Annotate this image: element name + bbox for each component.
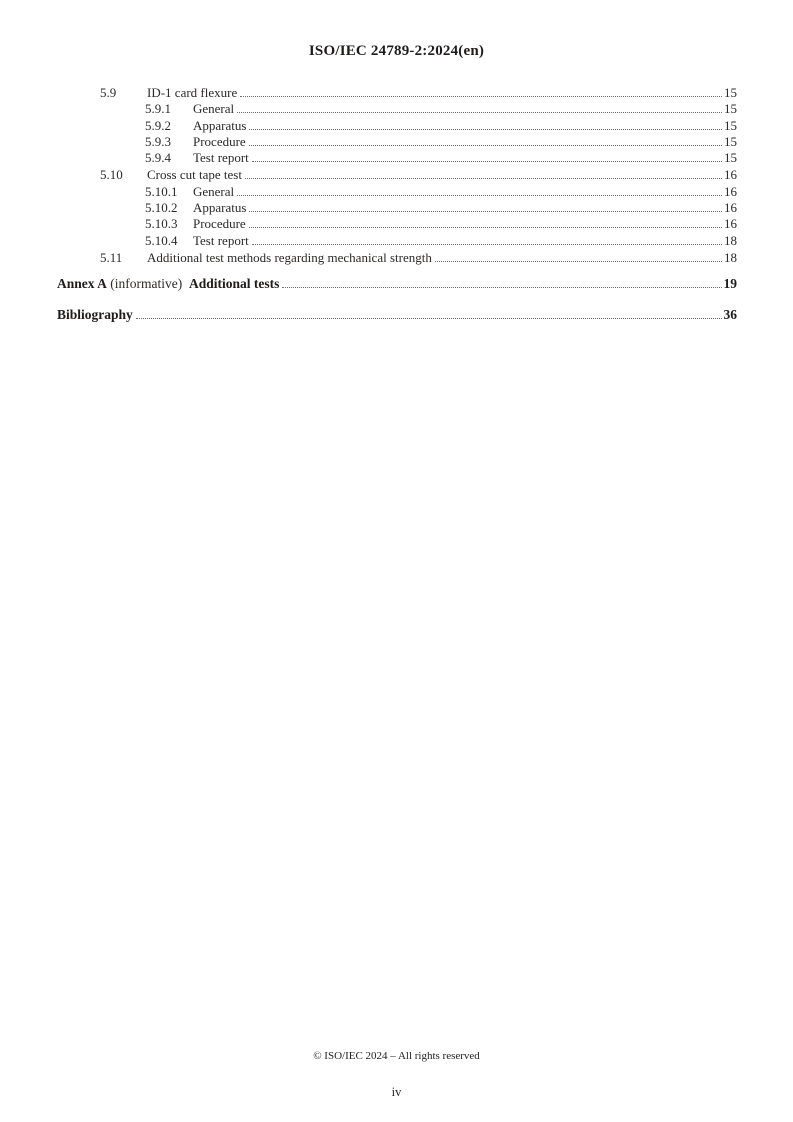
entry-title	[193, 150, 249, 166]
entry-title	[193, 184, 234, 200]
entry-number: 5.9.4	[145, 150, 171, 166]
entry-title-segment: General	[193, 183, 235, 199]
leader-dots	[240, 96, 722, 97]
toc-entry[interactable]	[57, 184, 737, 200]
page-header	[0, 43, 793, 60]
toc-entry[interactable]	[57, 200, 737, 216]
document-title: ISO/IEC 24789-2:2024(en)	[308, 43, 485, 59]
entry-page: 15	[724, 150, 737, 166]
entry-title	[147, 167, 242, 183]
toc-entry[interactable]	[57, 150, 737, 166]
entry-number: 5.10.1	[145, 183, 178, 199]
toc-entry[interactable]	[57, 134, 737, 150]
toc-entry[interactable]	[57, 275, 737, 292]
entry-title-segment: Additional tests	[189, 276, 280, 292]
leader-dots	[249, 227, 722, 228]
leader-dots	[136, 318, 722, 319]
leader-dots	[252, 161, 722, 162]
entry-title-segment: Cross cut tape test	[147, 167, 242, 183]
leader-dots	[245, 178, 722, 179]
entry-number: 5.10.4	[145, 232, 178, 248]
entry-page: 16	[724, 167, 737, 183]
entry-title	[193, 216, 246, 232]
table-of-contents	[57, 84, 737, 323]
entry-title-segment: Bibliography	[57, 307, 133, 323]
entry-title	[193, 200, 246, 216]
entry-title	[193, 134, 246, 150]
leader-dots	[237, 112, 722, 113]
entry-title-segment: Test report	[193, 150, 249, 166]
entry-page: 16	[724, 216, 737, 232]
entry-number: 5.10.2	[145, 200, 178, 216]
entry-title-segment: Procedure	[193, 133, 246, 149]
entry-page: 15	[724, 101, 737, 117]
entry-number: 5.9.1	[145, 101, 171, 117]
entry-page: 15	[724, 117, 737, 133]
entry-title	[193, 118, 246, 134]
entry-title-segment: Annex A	[57, 276, 107, 292]
entry-title	[193, 101, 234, 117]
entry-title	[57, 275, 279, 292]
toc-entry[interactable]	[57, 118, 737, 134]
entry-page: 16	[724, 200, 737, 216]
entry-number: 5.10.3	[145, 216, 178, 232]
entry-title-segment: (informative)	[106, 276, 189, 292]
entry-number: 5.10	[100, 167, 123, 183]
entry-title	[147, 85, 237, 101]
footer-page-number: iv	[391, 1085, 402, 1099]
entry-page: 16	[724, 183, 737, 199]
entry-title-segment: Apparatus	[193, 117, 247, 133]
footer-copyright: © ISO/IEC 2024 – All rights reserved	[313, 1050, 480, 1062]
entry-page: 36	[723, 307, 737, 323]
entry-title	[147, 250, 432, 266]
entry-number: 5.9.2	[145, 117, 171, 133]
entry-title-segment: General	[193, 101, 235, 117]
leader-dots	[237, 195, 722, 196]
leader-dots	[435, 261, 722, 262]
entry-title-segment: Additional test methods regarding mechanical strength	[147, 249, 432, 265]
entry-title	[193, 233, 249, 249]
toc-entry[interactable]	[57, 216, 737, 232]
toc-entry[interactable]	[57, 306, 737, 323]
leader-dots	[282, 287, 721, 288]
toc-entry[interactable]	[57, 85, 737, 101]
entry-page: 18	[724, 249, 737, 265]
leader-dots	[252, 244, 722, 245]
entry-number: 5.9	[100, 85, 117, 100]
entry-page: 15	[724, 85, 737, 100]
toc-entry[interactable]	[57, 101, 737, 117]
entry-number: 5.11	[100, 249, 123, 265]
leader-dots	[249, 129, 722, 130]
entry-page: 19	[723, 276, 737, 292]
entry-number: 5.9.3	[145, 133, 171, 149]
entry-title-segment: Procedure	[193, 216, 246, 232]
entry-page: 18	[724, 232, 737, 248]
entry-title-segment: Test report	[193, 232, 249, 248]
toc-entry[interactable]	[57, 250, 737, 266]
toc-entry[interactable]	[57, 167, 737, 183]
leader-dots	[249, 211, 722, 212]
entry-title-segment: Apparatus	[193, 200, 247, 216]
entry-page: 15	[724, 133, 737, 149]
leader-dots	[249, 145, 722, 146]
entry-title-segment: ID-1 card flexure	[147, 85, 238, 100]
entry-title	[57, 306, 133, 323]
toc-entry[interactable]	[57, 233, 737, 249]
